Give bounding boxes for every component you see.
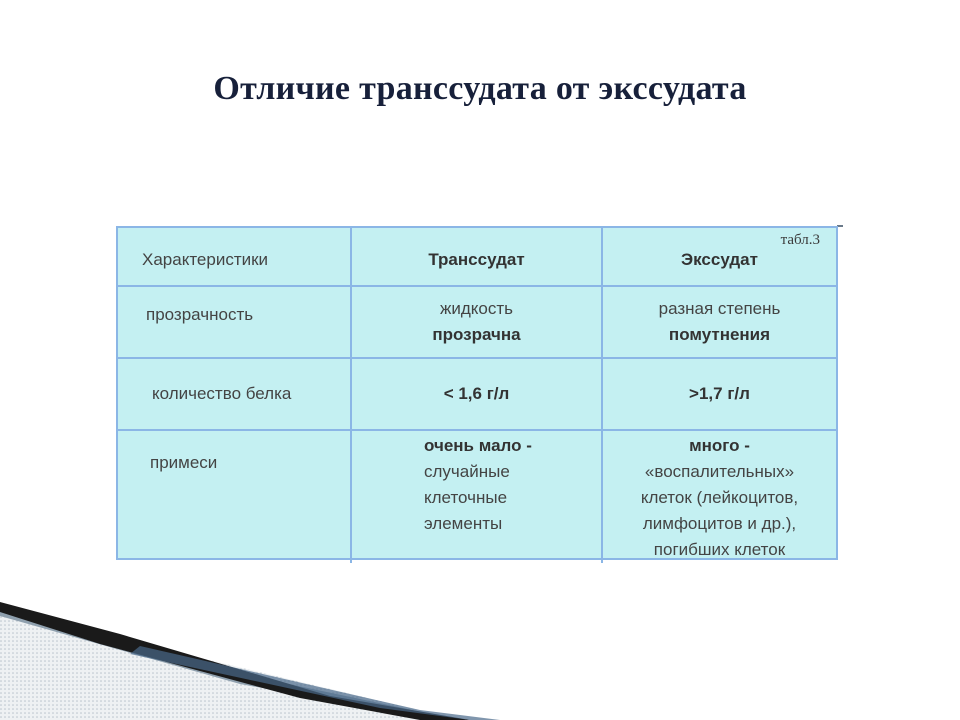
- row-characteristic: прозрачность: [118, 286, 351, 358]
- comparison-table: [116, 226, 838, 560]
- table-row: [118, 286, 836, 358]
- header-exudate: Экссудат: [602, 228, 836, 286]
- row-exudate: [602, 286, 836, 358]
- row-exudate: [602, 358, 836, 430]
- cell-line: «воспалительных»: [644, 462, 795, 481]
- row-exudate: [602, 430, 836, 563]
- row-characteristic: примеси: [118, 430, 351, 563]
- row-transudate: [351, 430, 602, 563]
- table-row: [118, 430, 836, 563]
- cell-line: помутнения: [668, 325, 771, 344]
- row-transudate: [351, 286, 602, 358]
- header-characteristics: Характеристики: [118, 228, 351, 286]
- header-transudate: Транссудат: [351, 228, 602, 286]
- cell-line: клеточные: [424, 488, 508, 507]
- cell-line: случайные: [424, 462, 510, 481]
- comparison-grid: [118, 228, 836, 563]
- cell-line: очень мало -: [424, 436, 532, 455]
- cell-line: >1,7 г/л: [689, 384, 750, 403]
- row-transudate: [351, 358, 602, 430]
- cell-line: клеток (лейкоцитов,: [640, 488, 799, 507]
- table-note: табл.3: [780, 232, 820, 248]
- cell-line: разная степень: [658, 299, 781, 318]
- table-row: [118, 358, 836, 430]
- cell-line: лимфоцитов и др.),: [642, 514, 797, 533]
- cell-line: < 1,6 г/л: [443, 384, 510, 403]
- cell-line: прозрачна: [432, 325, 521, 344]
- slide-corner-decoration: [0, 600, 960, 720]
- cell-line: элементы: [424, 514, 503, 533]
- slide-title: Отличие транссудата от экссудата: [213, 70, 747, 107]
- row-characteristic: количество белка: [118, 358, 351, 430]
- cell-line: много -: [689, 436, 750, 455]
- cell-line: жидкость: [439, 299, 513, 318]
- table-header-row: [118, 228, 836, 286]
- cell-line: погибших клеток: [653, 540, 786, 559]
